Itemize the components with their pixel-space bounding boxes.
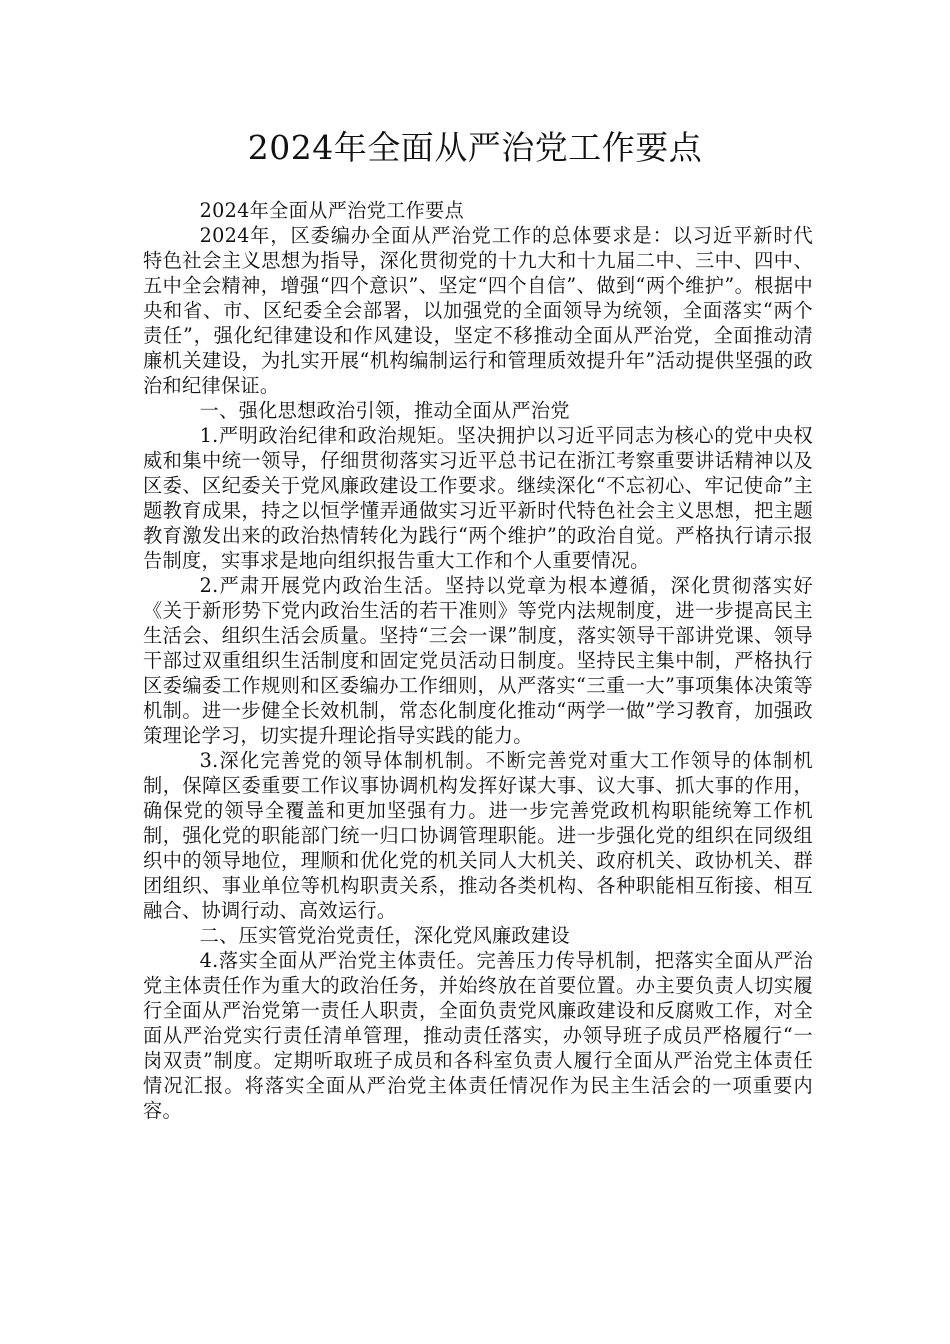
- document-body: [143, 198, 813, 1123]
- item-paragraph-3: 3.深化完善党的领导体制机制。不断完善党对重大工作领导的体制机制，保障区委重要工作议事协调机构发挥好谋大事、议大事、抓大事的作用，确保党的领导全覆盖和更加坚强有力。进一步完善党政机构职能统筹工作机制，强化党的职能部门统一归口协调管理职能。进一步强化党的组织在同级组织中的领导地位，理顺和优化党的机关同人大机关、政府机关、政协机关、群团组织、事业单位等机构职责关系，推动各类机构、各种职能相互衔接、相互融合、协调行动、高效运行。: [143, 749, 813, 922]
- item-paragraph-1: 1.严明政治纪律和政治规矩。坚决拥护以习近平同志为核心的党中央权威和集中统一领导，仔细贯彻落实习近平总书记在浙江考察重要讲话精神以及区委、区纪委关于党风廉政建设工作要求。继续深化“不忘初心、牢记使命”主题教育成果，持之以恒学懂弄通做实习近平新时代特色社会主义思想，把主题教育激发出来的政治热情转化为践行“两个维护”的政治自觉。严格执行请示报告制度，实事求是地向组织报告重大工作和个人重要情况。: [143, 424, 813, 572]
- section-heading-1: 一、强化思想政治引领，推动全面从严治党: [199, 399, 570, 422]
- item-paragraph-4: 4.落实全面从严治党主体责任。完善压力传导机制，把落实全面从严治党主体责任作为重大的政治任务，并始终放在首要位置。办主要负责人切实履行全面从严治党第一责任人职责，全面负责党风廉政建设和反腐败工作，对全面从严治党实行责任清单管理，推动责任落实，办领导班子成员严格履行“一岗双责”制度。定期听取班子成员和各科室负责人履行全面从严治党主体责任情况汇报。将落实全面从严治党主体责任情况作为民主生活会的一项重要内容。: [143, 949, 813, 1122]
- section-heading-2: 二、压实管党治党责任，深化党风廉政建设: [199, 924, 570, 947]
- subtitle-paragraph: 2024年全面从严治党工作要点: [199, 199, 465, 222]
- intro-paragraph: 2024年，区委编办全面从严治党工作的总体要求是：以习近平新时代特色社会主义思想为指导，深化贯彻党的十九大和十九届二中、三中、四中、五中全会精神，增强“四个意识”、坚定“四个自信”、做到“两个维护”。根据中央和省、市、区纪委全会部署，以加强党的全面领导为统领，全面落实“两个责任”，强化纪律建设和作风建设，坚定不移推动全面从严治党，全面推动清廉机关建设，为扎实开展“机构编制运行和管理质效提升年”活动提供坚强的政治和纪律保证。: [143, 224, 813, 397]
- item-paragraph-2: 2.严肃开展党内政治生活。坚持以党章为根本遵循，深化贯彻落实好《关于新形势下党内政治生活的若干准则》等党内法规制度，进一步提高民主生活会、组织生活会质量。坚持“三会一课”制度，落实领导干部讲党课、领导干部过双重组织生活制度和固定党员活动日制度。坚持民主集中制，严格执行区委编委工作规则和区委编办工作细则，从严落实“三重一大”事项集体决策等机制。进一步健全长效机制，常态化制度化推动“两学一做”学习教育，加强政策理论学习，切实提升理论指导实践的能力。: [143, 574, 813, 747]
- document-title: 2024年全面从严治党工作要点: [247, 128, 703, 167]
